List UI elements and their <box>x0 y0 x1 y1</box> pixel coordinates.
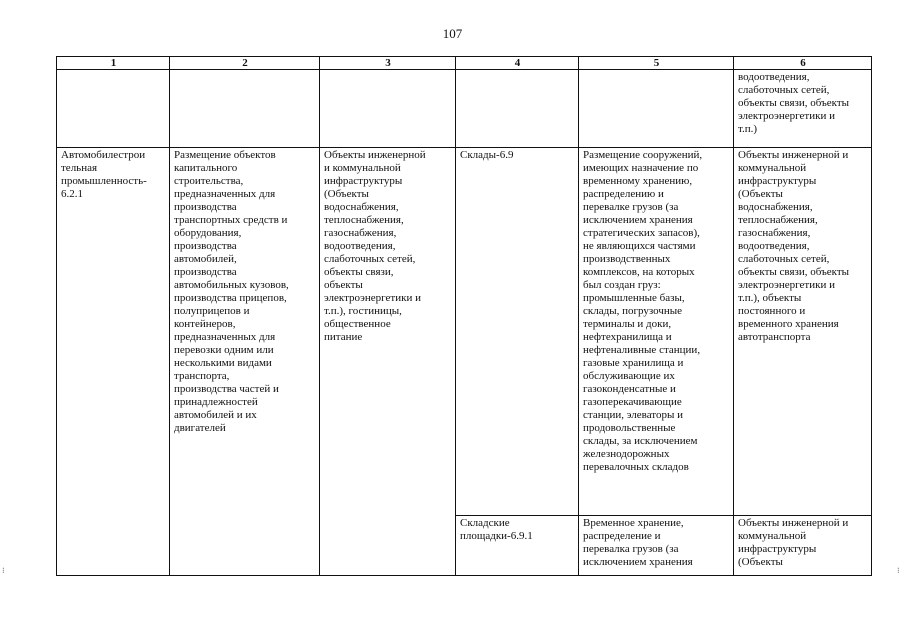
column-header-5: 5 <box>579 57 734 70</box>
cell-text: Склады-6.9 <box>460 149 514 161</box>
table-cell <box>57 70 170 148</box>
cell-text: Размещение сооружений, имеющих назначение по временному хранению, распределению и перевалке грузов (за исключением хранения стратегических запасов), не являющихся частями производственных комплексов, на которых был создан груз: промышленные базы, склады, погрузочные терминалы и доки, нефтехранилища и нефтеналивные станции, газовые хранилища и обслуживающие их газоконденсатные и газоперекачивающие станции, элеваторы и продовольственные склады, за исключением железнодорожных перевалочных складов <box>583 149 703 473</box>
table-header-row <box>57 57 872 70</box>
table-row-continuation <box>57 70 872 148</box>
table-cell-conditional-auxiliary <box>734 148 872 516</box>
cell-text: Складские площадки-6.9.1 <box>460 517 533 542</box>
table-cell-main-use <box>57 148 170 576</box>
column-header-6: 6 <box>734 57 872 70</box>
scan-edge-mark-right: ⁝ <box>897 566 900 575</box>
cell-text: Объекты инженерной и коммунальной инфраструктуры (Объекты водоснабжения, теплоснабжения, газоснабжения, водоотведения, слаботочных сетей, объекты связи, объекты электроэнергетики и т.п.), гостиницы, общественное питание <box>324 149 426 343</box>
table-cell <box>456 70 579 148</box>
cell-text: водоотведения, слаботочных сетей, объекты связи, объекты электроэнергетики и т.п.) <box>738 71 850 135</box>
column-header-4: 4 <box>456 57 579 70</box>
table-cell-conditional-use <box>456 148 579 516</box>
page-number: 107 <box>442 26 463 41</box>
table-cell <box>734 70 872 148</box>
cell-text: Размещение объектов капитального строительства, предназначенных для производства транспортных средств и оборудования, производства автомобилей, производства автомобильных кузовов, производства прицепов, полуприцепов и контейнеров, предназначенных для перевозки одним или несколькими видами транспорта, производства частей и принадлежностей автомобилей и их двигателей <box>174 149 289 434</box>
table-cell <box>170 70 320 148</box>
scan-edge-mark-left: ⁝ <box>2 566 5 575</box>
table-cell <box>579 70 734 148</box>
table-cell-conditional-description <box>579 148 734 516</box>
column-header-3: 3 <box>320 57 456 70</box>
table-cell-conditional-use <box>456 516 579 576</box>
table-cell-conditional-auxiliary <box>734 516 872 576</box>
table-cell-conditional-description <box>579 516 734 576</box>
land-use-table <box>56 56 872 576</box>
cell-text: Объекты инженерной и коммунальной инфраструктуры (Объекты <box>738 517 849 568</box>
table-row-warehouses <box>57 148 872 516</box>
table-cell-auxiliary-use <box>320 148 456 576</box>
cell-text: Временное хранение, распределение и перевалка грузов (за исключением хранения <box>583 517 693 568</box>
table-cell <box>320 70 456 148</box>
cell-text: Автомобилестрои тельная промышленность- 6.2.1 <box>61 149 147 200</box>
column-header-2: 2 <box>170 57 320 70</box>
table-cell-description <box>170 148 320 576</box>
column-header-1: 1 <box>57 57 170 70</box>
cell-text: Объекты инженерной и коммунальной инфраструктуры (Объекты водоснабжения, теплоснабжения, газоснабжения, водоотведения, слаботочных сетей, объекты связи, объекты электроэнергетики и т.п.), объекты постоянного и временного хранения автотранспорта <box>738 149 850 343</box>
